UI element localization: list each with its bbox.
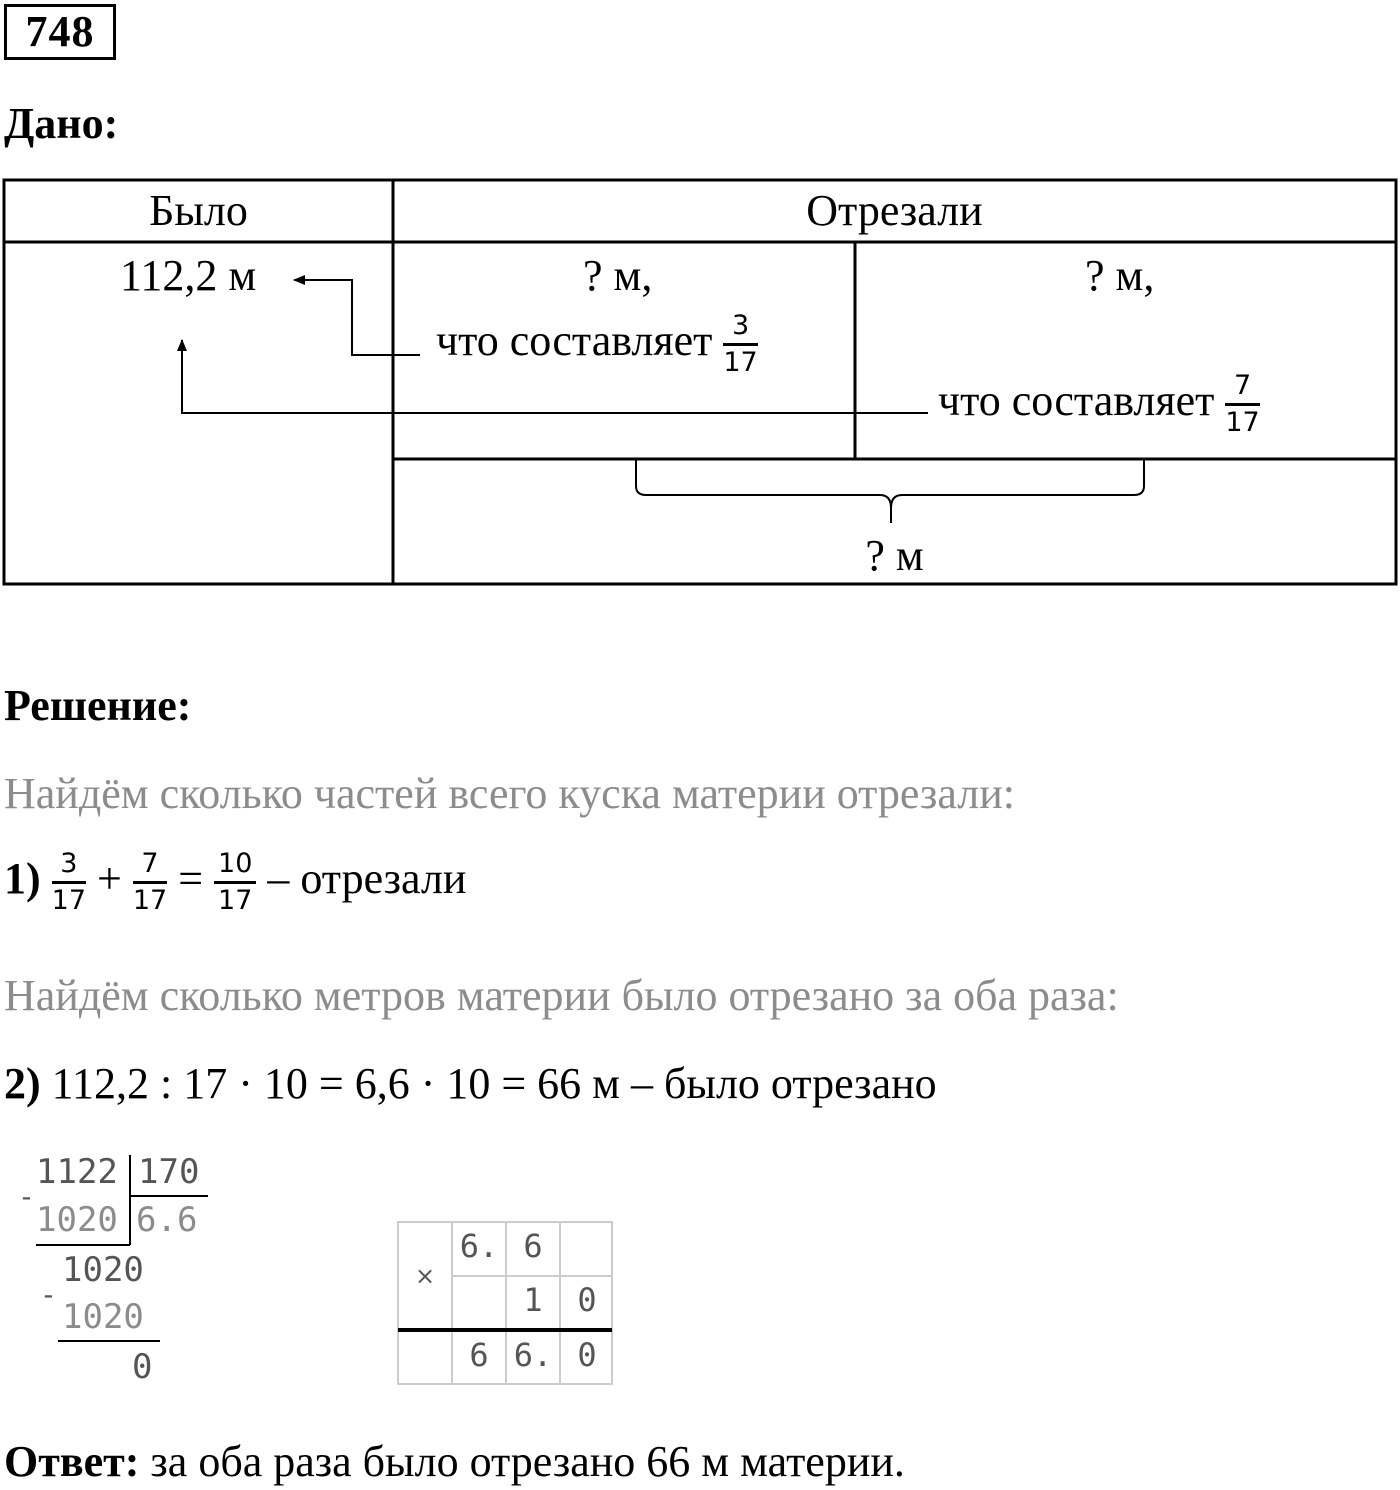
step2-expression: 112,2 : 17 · 10 = 6,6 · 10 = 66 м – было отрезано [51, 1059, 937, 1108]
quotient: 6.6 [136, 1200, 198, 1240]
brace [636, 460, 1144, 523]
step2 [4, 1058, 937, 1109]
denominator: 17 [1225, 407, 1260, 439]
grid-cell: 6 [469, 1336, 489, 1374]
divisor: 170 [138, 1152, 200, 1192]
arrow-cut1-to-total [294, 280, 420, 355]
step1-fraction-b [133, 850, 167, 916]
hint-parts: Найдём сколько частей всего куска материи отрезали: [4, 769, 1016, 818]
cut1-value: ? м, [583, 251, 653, 300]
step1-label: 1) [4, 853, 41, 903]
denominator: 17 [218, 885, 253, 917]
denominator: 17 [51, 885, 87, 917]
grid-cell: 6 [523, 1227, 543, 1265]
dividend: 1122 [36, 1152, 118, 1192]
numerator: 3 [723, 312, 757, 346]
numerator: 7 [1225, 372, 1259, 406]
denominator: 17 [723, 347, 758, 379]
numerator: 10 [214, 850, 256, 884]
answer [4, 1436, 905, 1487]
cut2-fraction [1225, 372, 1259, 438]
minus-sign: - [18, 1180, 35, 1213]
step1 [4, 850, 466, 916]
answer-text: за оба раза было отрезано 66 м материи. [150, 1437, 905, 1486]
remainder-final: 0 [132, 1347, 153, 1387]
grid-cell: 1 [523, 1281, 543, 1319]
solution-title: Решение: [4, 681, 192, 730]
header-was: Было [149, 186, 248, 235]
cut2-text: что составляет [938, 375, 1215, 425]
grid-cell: 6. [459, 1227, 499, 1265]
plus-sign: + [97, 853, 122, 903]
header-cut: Отрезали [806, 186, 983, 235]
denominator: 17 [132, 885, 168, 917]
minus-sign: - [40, 1278, 57, 1311]
cut2-value: ? м, [1085, 251, 1155, 300]
answer-label: Ответ: [4, 1437, 140, 1486]
cut1-fraction-line [436, 312, 758, 378]
remainder-1: 1020 [62, 1250, 144, 1290]
multiply-sign: × [414, 1262, 436, 1290]
given-title: Дано: [4, 99, 119, 148]
hint-meters: Найдём сколько метров материи было отрезано за оба раза: [4, 971, 1119, 1020]
step1-tail: – отрезали [267, 853, 467, 903]
total-cut-value: ? м [865, 531, 924, 580]
cut1-fraction [723, 312, 757, 378]
problem-number: 748 [4, 4, 116, 60]
subtrahend-2: 1020 [62, 1297, 144, 1337]
cut2-fraction-line [938, 372, 1260, 438]
subtrahend-1: 1020 [36, 1200, 118, 1240]
step1-fraction-result [214, 850, 256, 916]
grid-cell: 6. [513, 1336, 553, 1374]
step1-fraction-a [52, 850, 86, 916]
equals-sign: = [178, 853, 204, 903]
was-value: 112,2 м [120, 251, 257, 300]
step2-label: 2) [4, 1059, 41, 1108]
cut1-text: что составляет [436, 315, 713, 365]
grid-cell: 0 [577, 1336, 597, 1374]
numerator: 7 [133, 850, 167, 884]
numerator: 3 [52, 850, 86, 884]
grid-cell: 0 [577, 1281, 597, 1319]
